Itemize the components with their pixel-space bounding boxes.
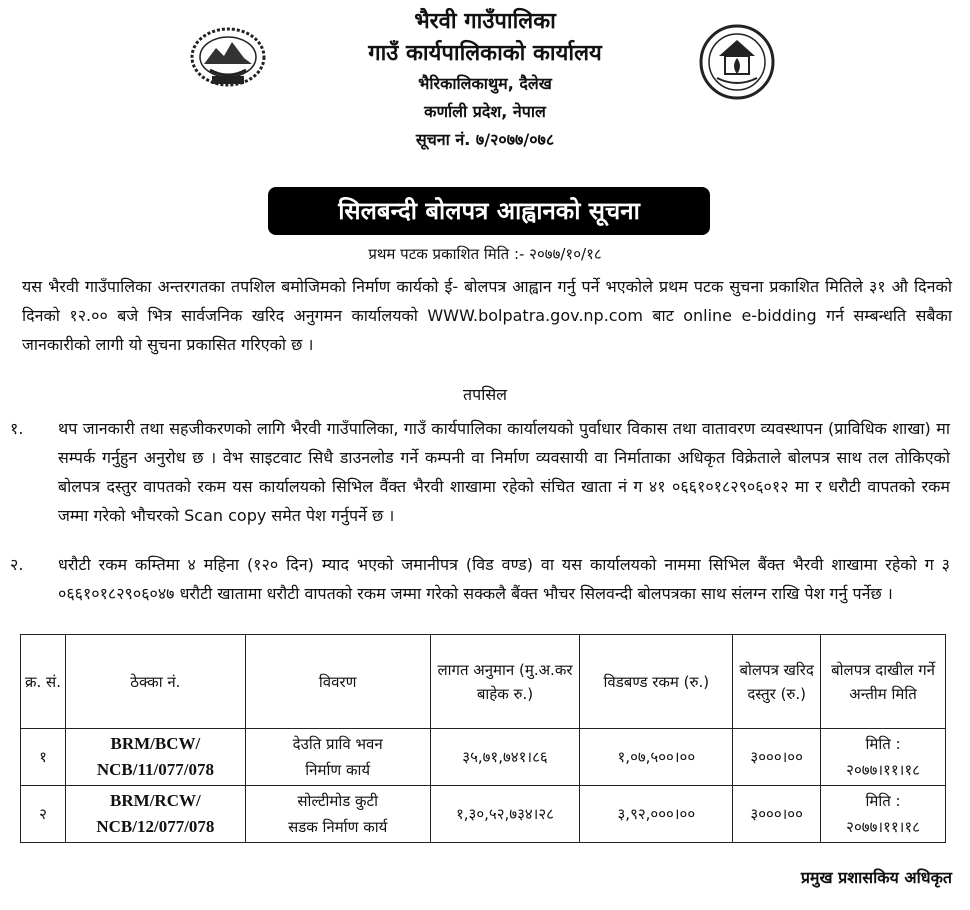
- details-heading: तपसिल: [462, 385, 508, 404]
- date-label: मिति :: [865, 735, 901, 753]
- col-header-purchase-fee: बोलपत्र खरिद दस्तुर (रु.): [733, 635, 821, 729]
- item-text: थप जानकारी तथा सहजीकरणको लागि भैरवी गाउँपालिका, गाउँ कार्यपालिका कार्यालयको पुर्वाधार विकास तथा वातावरण व्यवस्थापन (प्राविधिक शाखा) मा सम्पर्क गर्नुहुन अनुरोध छ । वेभ साइटवाट सिधै डाउनलोड गर्ने कम्पनी वा निर्माण व्यवसायी वा निर्माताका अधिकृत विक्रेताले बोलपत्र साथ तल तोकिएको बोलपत्र दस्तुर वापतको रकम यस कार्यालयको सिभिल वैंक्त भैरवी शाखामा रहेको संचित खाता नं ग ४१ ०६६१०१८२९०६०१२ मा र धरौटी वापतको रकम जम्मा गरेको भौचरको Scan copy समेत पेश गर्नुपर्ने छ ।: [58, 419, 950, 525]
- publication-date: प्रथम पटक प्रकाशित मिति :- २०७७/१०/१८: [368, 245, 602, 263]
- cell-deadline: [821, 729, 946, 786]
- municipality-name: भैरवी गाउँपालिका: [414, 9, 556, 34]
- col-header-bid-bond: विडबण्ड रकम (रु.): [580, 635, 733, 729]
- col-header-contract: ठेक्का नं.: [65, 635, 245, 729]
- date-value: २०७७।११।१८: [846, 818, 920, 836]
- description-line: निर्माण कार्य: [305, 761, 371, 779]
- date-label: मिति :: [865, 792, 901, 810]
- date-value: २०७७।११।१८: [846, 761, 920, 779]
- tender-table: [20, 634, 946, 843]
- contract-line: NCB/12/077/078: [96, 817, 215, 836]
- cell-bid-bond: ३,९२,०००।००: [580, 786, 733, 843]
- table-row: [21, 729, 946, 786]
- contract-line: BRM/BCW/: [110, 734, 201, 753]
- cell-fee: ३०००।००: [733, 786, 821, 843]
- signatory-title: प्रमुख प्रशासकिय अधिकृत: [800, 868, 952, 887]
- office-location: भैरिकालिकाथुम, दैलेख: [418, 74, 552, 93]
- cell-deadline: [821, 786, 946, 843]
- cell-cost: ३५,७१,७४१।८६: [430, 729, 580, 786]
- list-item: [10, 414, 950, 530]
- office-header: [0, 6, 970, 154]
- cell-sn: १: [21, 729, 66, 786]
- notice-number: सूचना नं. ७/२०७७/०७८: [415, 130, 555, 149]
- table-row: [21, 786, 946, 843]
- contract-line: NCB/11/077/078: [96, 760, 214, 779]
- description-line: देउति प्रावि भवन: [292, 735, 383, 753]
- cell-contract: [65, 729, 245, 786]
- item-text: धरौटी रकम कम्तिमा ४ महिना (१२० दिन) म्याद भएको जमानीपत्र (विड वण्ड) वा यस कार्यालयको नाममा सिभिल बैंक्त भैरवी शाखामा रहेको ग ३ ०६६१०१८२९०६०४७ धरौटी खातामा धरौटी वापतको रकम जम्मा गरेको सक्कलै बैंक्त भौचर सिलवन्दी बोलपत्रका साथ संलग्न राखि पेश गर्नु पर्नेछ ।: [58, 555, 950, 603]
- description-line: सोल्टीमोड कुटी: [297, 792, 378, 810]
- list-item: [10, 550, 950, 608]
- cell-bid-bond: १,०७,५००।००: [580, 729, 733, 786]
- cell-description: [245, 729, 430, 786]
- item-number: २.: [10, 555, 24, 574]
- col-header-sn: क्र. सं.: [21, 635, 66, 729]
- description-line: सडक निर्माण कार्य: [288, 818, 388, 836]
- cell-cost: १,३०,५२,७३४।२८: [430, 786, 580, 843]
- cell-contract: [65, 786, 245, 843]
- office-name: गाउँ कार्यपालिकाको कार्यालय: [368, 41, 602, 66]
- notice-title-banner: सिलबन्दी बोलपत्र आह्वानको सूचना: [268, 187, 710, 235]
- cell-fee: ३०००।००: [733, 729, 821, 786]
- col-header-deadline: बोलपत्र दाखील गर्ने अन्तीम मिति: [821, 635, 946, 729]
- col-header-description: विवरण: [245, 635, 430, 729]
- intro-paragraph: यस भैरवी गाउँपालिका अन्तरगतका तपशिल बमोजिमको निर्माण कार्यको ई- बोलपत्र आह्वान गर्नु पर्ने भएकोले प्रथम पटक सुचना प्रकाशित मितिले ३१ औ दिनको दिनको १२.०० बजे भित्र सार्वजनिक खरिद अनुगमन कार्यालयको WWW.bolpatra.gov.np.com बाट online e-bidding गर्न सम्बन्धति सबैका जानकारीको लागी यो सुचना प्रकासित गरिएको छ ।: [22, 277, 952, 354]
- cell-sn: २: [21, 786, 66, 843]
- item-number: १.: [10, 419, 24, 438]
- cell-description: [245, 786, 430, 843]
- col-header-cost-estimate: लागत अनुमान (मु.अ.कर बाहेक रु.): [430, 635, 580, 729]
- contract-line: BRM/RCW/: [110, 791, 201, 810]
- province-country: कर्णाली प्रदेश, नेपाल: [424, 102, 546, 121]
- table-header-row: [21, 635, 946, 729]
